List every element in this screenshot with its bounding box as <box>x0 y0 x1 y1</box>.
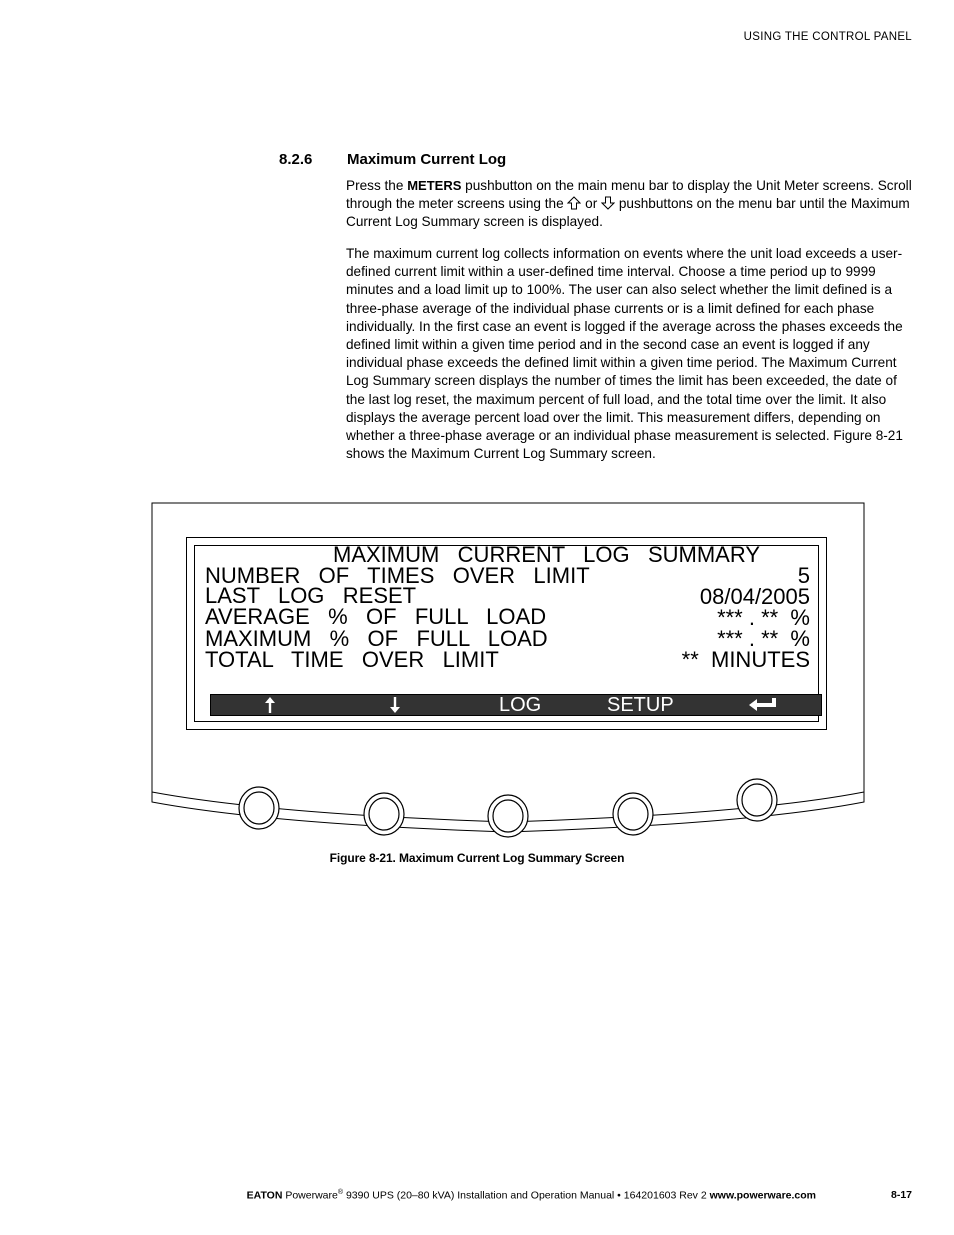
lcd-display-area <box>194 542 819 722</box>
row-value-last-log-reset: 08/04/2005 <box>699 584 810 609</box>
row-label-total-time: TOTAL TIME OVER LIMIT <box>205 647 499 672</box>
panel-button-5[interactable] <box>737 779 777 821</box>
down-arrow-icon[interactable] <box>389 696 401 719</box>
meters-keyword: METERS <box>407 178 462 193</box>
screen-menu-bar <box>210 694 822 716</box>
footer-product: Powerware <box>282 1189 338 1202</box>
up-outline-arrow-icon <box>567 196 581 210</box>
description-paragraph: The maximum current log collects information on events where the unit load exceeds a user-defined current limit within a user-defined time interval. Choose a time period up to 9999 minutes and a load limit up to 100%. The user can also select whether the limit defined is a three-phase average of the individual phase currents or is a limit defined for each phase individually. In the first case an event is logged if the average across the phases exceeds the defined limit within a given time period and in the second case an event is logged if any individual phase exceeds the defined limit within a given time period. The Maximum Current Log Summary screen displays the number of times the limit has been exceeded, the date of the last log reset, the maximum percent of full load, and the total time over the limit. It also displays the average percent load over the limit. This measurement differs, depending on whether a three-phase average or an individual phase measurement is selected. Figure 8-21 shows the Maximum Current Log Summary screen. <box>346 246 903 462</box>
enter-return-icon[interactable] <box>747 696 779 719</box>
footer-brand: EATON <box>246 1189 283 1202</box>
paragraph-text: pushbuttons on the menu bar until the Maximum Current Log Summary screen is displayed. <box>346 196 910 230</box>
row-value-times-over-limit: 5 <box>797 563 810 588</box>
row-label-maximum-load: MAXIMUM % OF FULL LOAD <box>205 626 548 651</box>
section-title: Maximum Current Log <box>347 151 507 168</box>
lcd-screen <box>186 537 827 730</box>
page-number: 8-17 <box>890 1189 912 1201</box>
footer-url[interactable]: www.powerware.com <box>709 1189 816 1202</box>
paragraph-text: or <box>581 196 602 212</box>
screen-title: MAXIMUM CURRENT LOG SUMMARY <box>333 542 761 567</box>
section-heading <box>279 151 506 168</box>
row-label-last-log-reset: LAST LOG RESET <box>205 583 417 608</box>
row-value-maximum-load: *** . ** % <box>717 626 810 651</box>
row-label-times-over-limit: NUMBER OF TIMES OVER LIMIT <box>205 563 590 588</box>
footer-manual-title: 9390 UPS (20–80 kVA) Installation and Operation Manual • 164201603 Rev 2 <box>343 1189 710 1202</box>
row-value-total-time: ** MINUTES <box>681 647 810 672</box>
row-value-average-load: *** . ** % <box>717 605 810 630</box>
running-header: USING THE CONTROL PANEL <box>743 31 912 43</box>
intro-paragraph <box>346 177 914 232</box>
log-menu-button[interactable]: LOG <box>499 694 542 716</box>
paragraph-text: Press the <box>346 178 408 193</box>
down-outline-arrow-icon <box>601 196 615 210</box>
panel-button-1[interactable] <box>239 787 279 829</box>
panel-button-4[interactable] <box>613 793 653 835</box>
figure-caption: Figure 8-21. Maximum Current Log Summary Screen <box>329 851 625 865</box>
registered-mark: ® <box>337 1189 344 1196</box>
panel-button-3[interactable] <box>488 795 528 837</box>
paragraph-text: pushbutton on the main menu bar to display the Unit Meter screens. Scroll through the meter screens using the <box>346 178 912 212</box>
section-number: 8.2.6 <box>279 151 313 168</box>
panel-button-2[interactable] <box>364 793 404 835</box>
setup-menu-button[interactable]: SETUP <box>607 694 674 716</box>
row-label-average-load: AVERAGE % OF FULL LOAD <box>205 604 547 629</box>
footer-citation <box>247 1189 816 1202</box>
up-arrow-icon[interactable] <box>264 696 276 719</box>
